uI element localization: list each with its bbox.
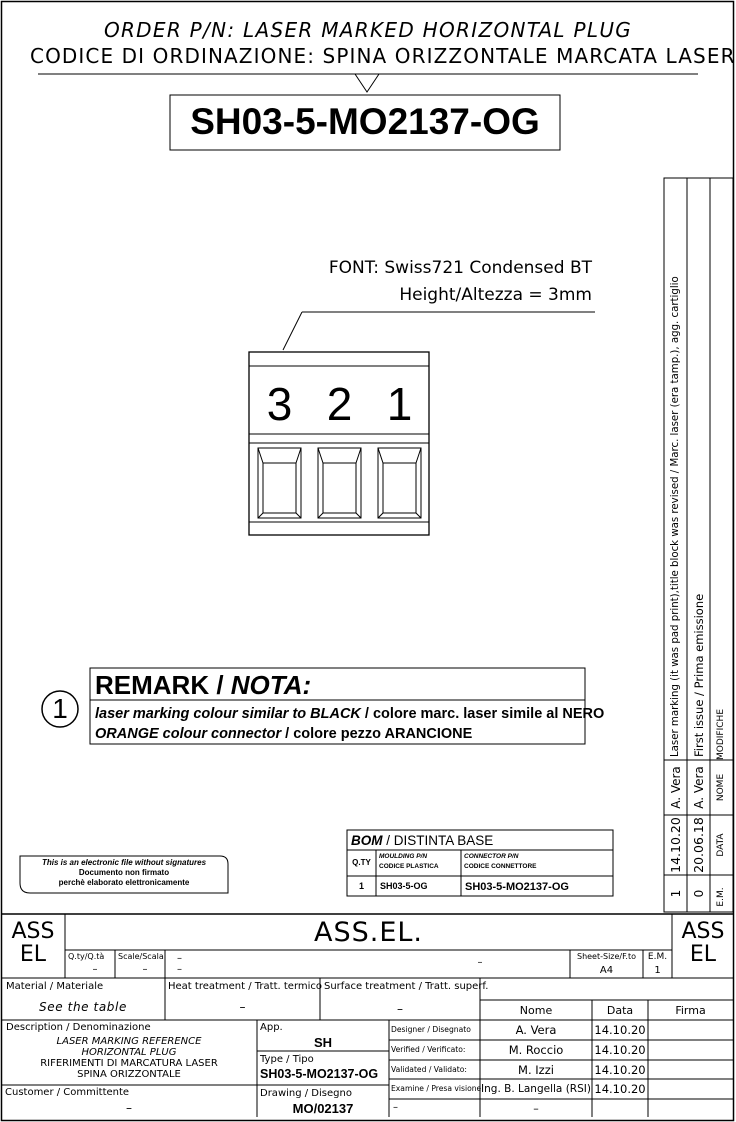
- person-name-designer: A. Vera: [515, 1023, 557, 1037]
- rev-header-name: NOME: [716, 773, 726, 802]
- rev-row1-date: 14.10.20: [668, 817, 683, 873]
- logo-left-line1: ASS: [11, 919, 55, 944]
- rev-header-em: E.M.: [716, 887, 726, 907]
- app-label: App.: [260, 1022, 283, 1033]
- misc-value-1: –: [177, 953, 182, 964]
- remark-line2: [95, 725, 472, 743]
- type-label: Type / Tipo: [260, 1054, 314, 1065]
- person-date-verified: 14.10.20: [594, 1043, 646, 1057]
- font-note-line1: FONT: Swiss721 Condensed BT: [328, 258, 592, 278]
- bom-col-moulding-en: MOULDING P/N: [379, 853, 428, 860]
- person-name-validated: M. Izzi: [518, 1063, 554, 1077]
- customer-value: –: [126, 1101, 132, 1115]
- description-it-1: RIFERIMENTI DI MARCATURA LASER: [40, 1058, 218, 1069]
- qty-label: Q.ty/Q.tà: [68, 952, 105, 961]
- remark-line2-en: ORANGE colour connector: [95, 726, 282, 742]
- customer-label: Customer / Committente: [5, 1087, 130, 1098]
- logo-right-line1: ASS: [681, 919, 725, 944]
- bom-title-it: / DISTINTA BASE: [382, 833, 494, 848]
- bom-col-connector-it: CODICE CONNETTORE: [464, 863, 537, 870]
- rev-row1-em: 1: [669, 889, 683, 898]
- electronic-note: [22, 858, 226, 888]
- remark-line1-en: laser marking colour similar to BLACK: [95, 706, 361, 722]
- description-it-2: SPINA ORIZZONTALE: [77, 1069, 181, 1080]
- bom-col-connector: [464, 852, 536, 872]
- bom-col-connector-en: CONNECTOR P/N: [464, 853, 519, 860]
- sheet-value: A4: [599, 965, 614, 976]
- person-role-extra: –: [393, 1102, 398, 1113]
- scale-label: Scale/Scala: [118, 952, 164, 961]
- person-role-verified: Verified / Verificato:: [391, 1045, 466, 1054]
- col-sign-header: Firma: [675, 1004, 706, 1017]
- pin-label-1: 1: [386, 378, 413, 430]
- type-value: SH03-5-MO2137-OG: [260, 1067, 379, 1081]
- electronic-note-line2: Documento non firmato: [78, 868, 170, 877]
- rev-row0-change: First issue / Prima emissione: [692, 593, 706, 757]
- em-label: E.M.: [647, 952, 668, 962]
- bom-row-moulding: SH03-5-OG: [380, 881, 428, 891]
- person-date-designer: 14.10.20: [594, 1023, 646, 1037]
- remark-line2-it: / colore pezzo ARANCIONE: [281, 726, 473, 742]
- person-name-examine: Ing. B. Langella (RSI): [481, 1083, 591, 1095]
- rev-header-changes: MODIFICHE: [716, 708, 726, 760]
- person-role-examine: Examine / Presa visione: [391, 1084, 482, 1093]
- bom-col-moulding-it: CODICE PLASTICA: [379, 863, 439, 870]
- rev-row1-name: A. Vera: [669, 766, 683, 809]
- qty-value: –: [92, 964, 98, 975]
- remark-title: [95, 670, 311, 700]
- surface-value: –: [397, 1002, 403, 1016]
- surface-label: Surface treatment / Tratt. superf.: [324, 981, 489, 992]
- electronic-note-line3: perchè elaborato elettronicamente: [58, 878, 190, 887]
- description-en-1: LASER MARKING REFERENCE: [56, 1036, 202, 1047]
- description-label: Description / Denominazione: [6, 1022, 151, 1033]
- heat-label: Heat treatment / Tratt. termico: [168, 981, 323, 992]
- person-role-designer: Designer / Disegnato: [391, 1025, 471, 1034]
- person-date-validated: 14.10.20: [594, 1063, 646, 1077]
- remark-title-en: REMARK /: [95, 670, 231, 700]
- rev-row0-name: A. Vera: [692, 766, 706, 809]
- app-value: SH: [313, 1035, 333, 1050]
- bom-title: [351, 832, 493, 849]
- person-name-verified: M. Roccio: [508, 1043, 564, 1057]
- material-value: See the table: [39, 1000, 127, 1014]
- order-line-en: ORDER P/N: LASER MARKED HORIZONTAL PLUG: [103, 18, 633, 42]
- logo-right-line2: EL: [689, 942, 717, 967]
- person-date-examine: 14.10.20: [594, 1082, 646, 1096]
- misc-value-2: –: [177, 964, 182, 975]
- logo-left: [2, 920, 64, 966]
- person-name-extra: –: [533, 1102, 539, 1115]
- bom-row-connector: SH03-5-MO2137-OG: [465, 881, 569, 893]
- rev-row0-em: 0: [692, 889, 706, 898]
- center-value: –: [477, 957, 483, 968]
- electronic-note-line1: This is an electronic file without signatures: [41, 858, 207, 867]
- sheet-label: Sheet-Size/F.to: [576, 952, 637, 961]
- drawing-label: Drawing / Disegno: [260, 1088, 352, 1099]
- remark-marker: 1: [52, 693, 68, 724]
- drawing-value: MO/02137: [292, 1101, 354, 1116]
- remark-line1-it: / colore marc. laser simile al NERO: [360, 706, 605, 722]
- remark-line1: [95, 705, 604, 723]
- order-line-it: CODICE DI ORDINAZIONE: SPINA ORIZZONTALE MARCATA LASER: [30, 44, 736, 68]
- logo-left-line2: EL: [19, 942, 47, 967]
- company-name: ASS.EL.: [313, 917, 423, 948]
- bom-row-qty: 1: [358, 881, 364, 891]
- logo-right: [673, 920, 733, 966]
- col-name-header: Nome: [519, 1004, 553, 1017]
- description-text: [1, 1036, 257, 1080]
- font-note-line2: Height/Altezza = 3mm: [399, 285, 592, 305]
- heat-value: –: [239, 1000, 246, 1014]
- description-en-2: HORIZONTAL PLUG: [81, 1047, 177, 1058]
- pin-label-2: 2: [326, 378, 353, 430]
- bom-col-qty: Q.TY: [352, 858, 371, 867]
- pin-label-3: 3: [266, 378, 293, 430]
- col-date-header: Data: [606, 1004, 634, 1017]
- rev-row0-date: 20.06.18: [691, 817, 706, 873]
- part-number-title: SH03-5-MO2137-OG: [190, 101, 540, 142]
- rev-row1-change: Laser marking (it was pad print),title block was revised / Marc. laser (era tamp.), agg. cartiglio: [670, 276, 681, 757]
- material-label: Material / Materiale: [6, 981, 104, 992]
- bom-title-en: BOM: [351, 833, 383, 848]
- remark-title-it: NOTA:: [230, 670, 312, 700]
- bom-col-moulding: [379, 852, 439, 872]
- person-role-validated: Validated / Validato:: [391, 1065, 467, 1074]
- rev-header-date: DATA: [716, 833, 726, 857]
- em-value: 1: [654, 965, 661, 976]
- scale-value: –: [142, 964, 148, 975]
